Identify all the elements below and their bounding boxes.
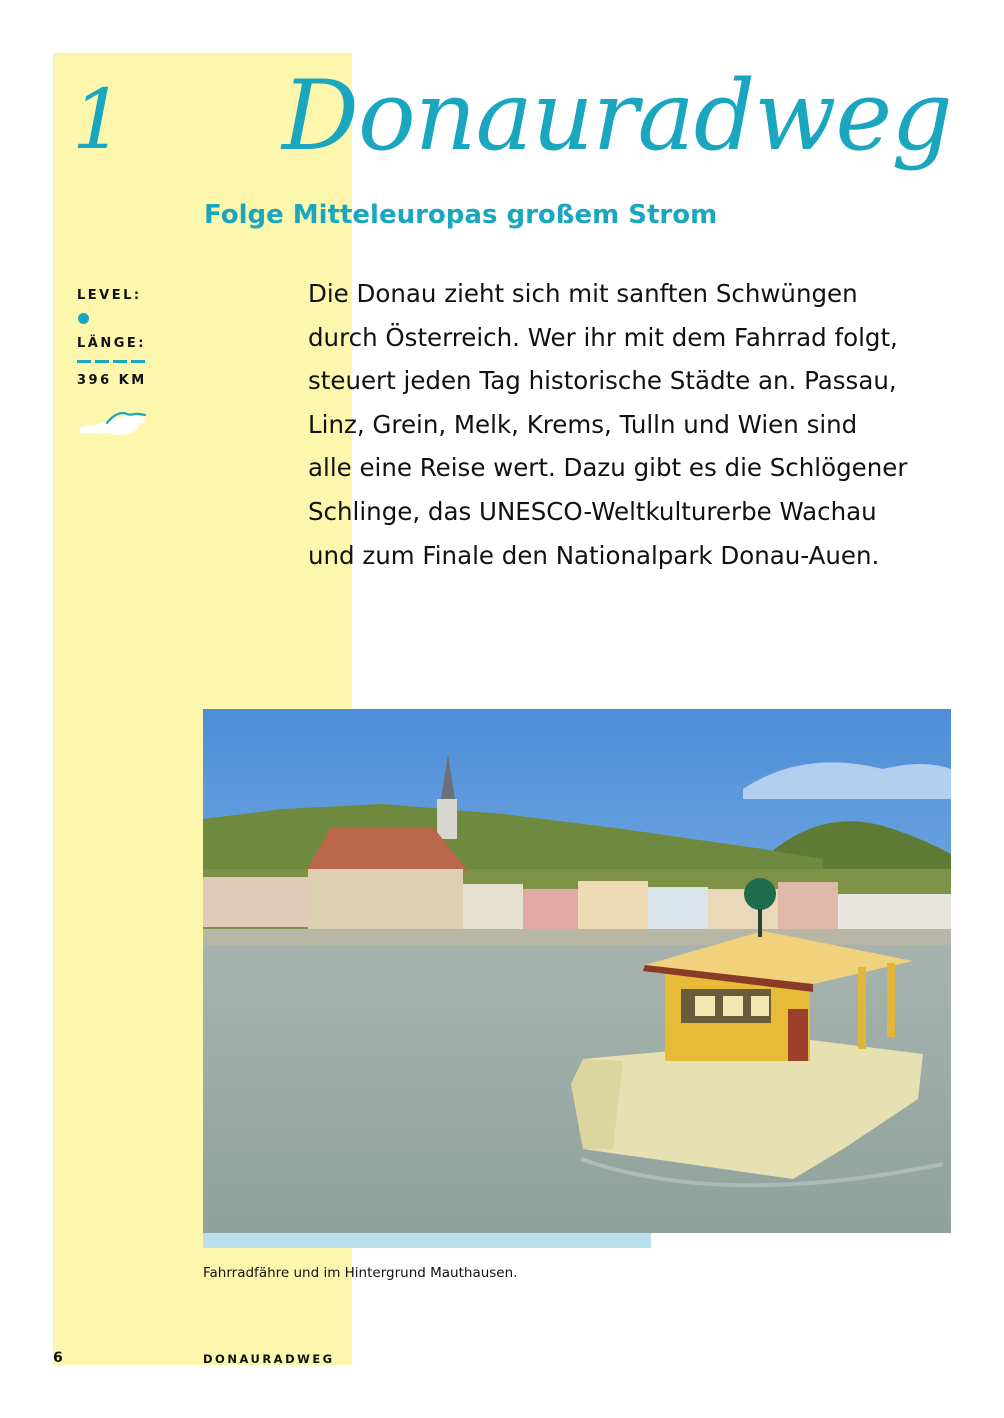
page-number: 6 (53, 1350, 63, 1366)
page-title: Donauradweg (282, 60, 952, 172)
chapter-number: 1 (72, 73, 125, 168)
page-subtitle: Folge Mitteleuropas großem Strom (204, 200, 718, 230)
length-dashes-icon (77, 360, 157, 363)
photo-caption: Fahrradfähre und im Hintergrund Mauthausen. (203, 1265, 518, 1281)
austria-map-icon (77, 407, 147, 439)
length-label: LÄNGE: (77, 336, 146, 351)
ferry-photo (203, 709, 951, 1233)
running-footer-title: DONAURADWEG (203, 1352, 335, 1366)
level-dot-icon (78, 313, 89, 324)
photo-accent-bar (203, 1233, 651, 1248)
length-value: 396 KM (77, 373, 147, 388)
body-paragraph: Die Donau zieht sich mit sanften Schwüngen durch Österreich. Wer ihr mit dem Fahrrad folgt, steuert jeden Tag historische Städte an. Passau, Linz, Grein, Melk, Krems, Tulln und Wien sind alle eine Reise wert. Dazu gibt es die Schlögener Schlinge, das UNESCO-Weltkulturerbe Wachau und zum Finale den Nationalpark Donau-Auen. (308, 279, 908, 570)
route-meta (77, 288, 157, 439)
level-label: LEVEL: (77, 288, 142, 303)
